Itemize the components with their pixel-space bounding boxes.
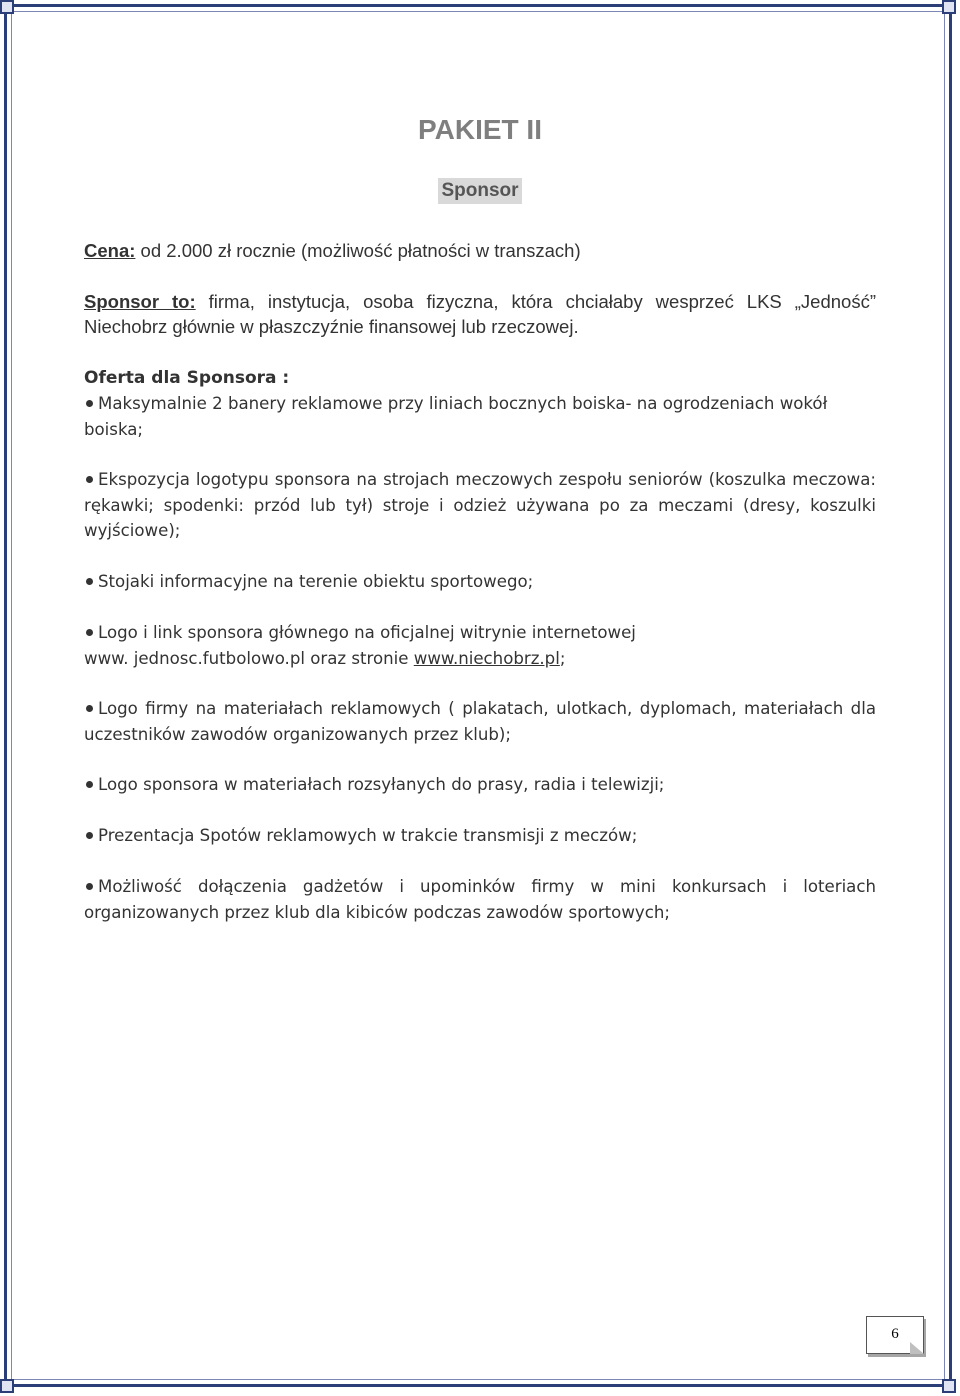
offer-item-text: Logo i link sponsora głównego na oficjalnej witrynie internetowej [98, 623, 636, 642]
price-text: od 2.000 zł rocznie (możliwość płatności w transzach) [135, 240, 581, 261]
offer-item [84, 772, 876, 798]
offer-item [84, 696, 876, 747]
offer-item-text: Prezentacja Spotów reklamowych w trakcie transmisji z meczów; [98, 826, 638, 845]
offer-item [84, 569, 876, 595]
border-corner-ornament [0, 0, 14, 14]
bullet-icon [86, 400, 93, 407]
sponsor-def-label: Sponsor to: [84, 291, 196, 312]
offer-item [84, 823, 876, 849]
page-number-box [866, 1316, 924, 1354]
sponsor-def-text: firma, instytucja, osoba fizyczna, która chciałaby wesprzeć LKS „Jedność” Niechobrz głównie w płaszczyźnie finansowej lub rzeczowej. [84, 291, 876, 337]
offer-item-text: Maksymalnie 2 banery reklamowe przy liniach bocznych boiska- na ogrodzeniach wokół boiska; [84, 394, 828, 439]
offer-item-text: Możliwość dołączenia gadżetów i upominków firmy w mini konkursach i loteriach organizowanych przez klub dla kibiców podczas zawodów sportowych; [84, 877, 876, 922]
offer-item-text: Ekspozycja logotypu sponsora na strojach meczowych zespołu seniorów (koszulka meczowa: rękawki; spodenki: przód lub tył) stroje i odzież używana po za meczami (dresy, koszulki wyjściowe); [84, 470, 876, 540]
bullet-icon [86, 883, 93, 890]
offer-item-text: Logo sponsora w materiałach rozsyłanych do prasy, radia i telewizji; [98, 775, 665, 794]
sponsor-definition [84, 289, 876, 339]
offer-item-text: Stojaki informacyjne na terenie obiektu sportowego; [98, 572, 534, 591]
offer-item [84, 874, 876, 925]
page-number: 6 [891, 1326, 899, 1342]
bullet-icon [86, 832, 93, 839]
offer-item [84, 467, 876, 544]
bullet-icon [86, 781, 93, 788]
border-corner-ornament [942, 0, 956, 14]
offer-item-text: www. jednosc.futbolowo.pl oraz stronie [84, 648, 414, 668]
website-link[interactable]: www.niechobrz.pl [413, 648, 560, 668]
bullet-icon [86, 705, 93, 712]
page-subtitle: Sponsor [438, 178, 521, 204]
bullet-icon [86, 629, 93, 636]
bullet-icon [86, 578, 93, 585]
offer-item-text: ; [559, 648, 566, 668]
border-corner-ornament [0, 1379, 14, 1393]
bullet-icon [86, 476, 93, 483]
page-title: PAKIET II [418, 114, 542, 145]
offer-item-text: Logo firmy na materiałach reklamowych ( plakatach, ulotkach, dyplomach, materiałach dla uczestników zawodów organizowanych przez klub); [84, 699, 876, 744]
offer-item [84, 391, 876, 442]
page-fold-icon [910, 1342, 924, 1354]
subtitle-wrap [84, 178, 876, 204]
offer-heading: Oferta dla Sponsora : [84, 368, 290, 388]
price-label: Cena: [84, 240, 136, 261]
border-corner-ornament [942, 1379, 956, 1393]
price-line [84, 238, 876, 263]
offer-item [84, 620, 876, 671]
